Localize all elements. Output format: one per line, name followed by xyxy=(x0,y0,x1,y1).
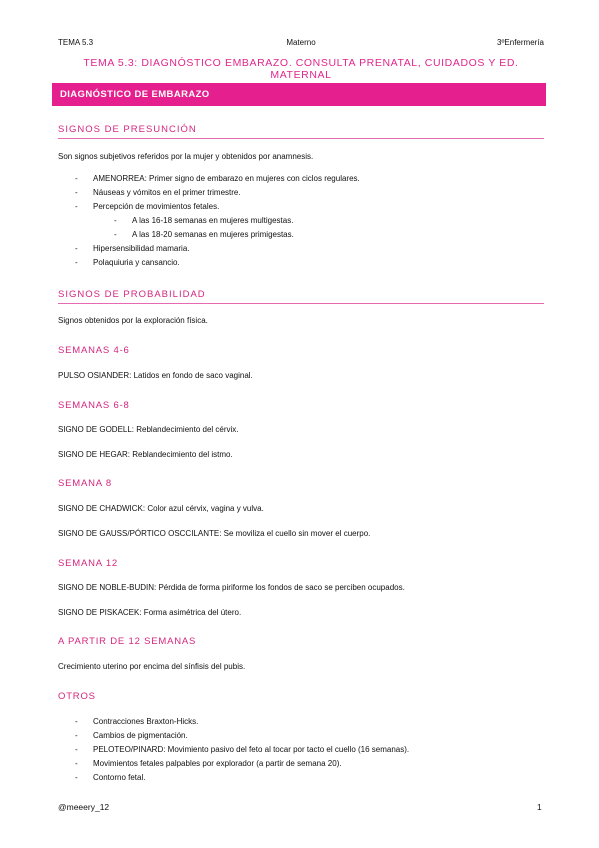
bullet-dash: - xyxy=(75,773,78,782)
section-banner: DIAGNÓSTICO DE EMBARAZO xyxy=(52,83,546,106)
bullet-dash: - xyxy=(75,174,78,183)
subheading-semanas-6-8: SEMANAS 6-8 xyxy=(58,400,130,411)
list-item-text: Contracciones Braxton-Hicks. xyxy=(93,717,199,726)
list-item-text: Cambios de pigmentación. xyxy=(93,731,188,740)
list-item-text: Movimientos fetales palpables por explorador (a partir de semana 20). xyxy=(93,759,342,768)
bullet-dash: - xyxy=(75,258,78,267)
heading-probabilidad: SIGNOS DE PROBABILIDAD xyxy=(58,289,206,300)
list-item-text: Contorno fetal. xyxy=(93,773,146,782)
list-item-text: A las 18-20 semanas en mujeres primigestas. xyxy=(132,230,294,239)
subheading-otros: OTROS xyxy=(58,691,96,702)
bullet-dash: - xyxy=(75,759,78,768)
heading-rule xyxy=(58,138,544,139)
subheading-a-partir-12: A PARTIR DE 12 SEMANAS xyxy=(58,636,197,647)
probabilidad-intro: Signos obtenidos por la exploración física. xyxy=(58,316,208,325)
list-item-text: Polaquiuria y cansancio. xyxy=(93,258,180,267)
bullet-dash: - xyxy=(114,216,117,225)
heading-presuncion: SIGNOS DE PRESUNCIÓN xyxy=(58,124,197,135)
paragraph: SIGNO DE GODELL: Reblandecimiento del cérvix. xyxy=(58,425,239,434)
paragraph: Crecimiento uterino por encima del sínfisis del pubis. xyxy=(58,662,246,671)
paragraph: SIGNO DE CHADWICK: Color azul cérvix, vagina y vulva. xyxy=(58,504,264,513)
bullet-dash: - xyxy=(114,230,117,239)
footer-page-number: 1 xyxy=(537,802,542,812)
subheading-semanas-4-6: SEMANAS 4-6 xyxy=(58,345,130,356)
page-header xyxy=(58,38,544,50)
paragraph: SIGNO DE PISKACEK: Forma asimétrica del útero. xyxy=(58,608,242,617)
bullet-dash: - xyxy=(75,731,78,740)
list-item-text: Percepción de movimientos fetales. xyxy=(93,202,220,211)
bullet-dash: - xyxy=(75,188,78,197)
subheading-semana-12: SEMANA 12 xyxy=(58,558,119,569)
paragraph: PULSO OSIANDER: Latidos en fondo de saco vaginal. xyxy=(58,371,253,380)
bullet-dash: - xyxy=(75,202,78,211)
header-subject: Materno xyxy=(286,38,316,47)
document-title: TEMA 5.3: DIAGNÓSTICO EMBARAZO. CONSULTA PRENATAL, CUIDADOS Y ED. MATERNAL xyxy=(83,57,519,81)
paragraph: SIGNO DE GAUSS/PÓRTICO OSCCILANTE: Se moviliza el cuello sin mover el cuerpo. xyxy=(58,529,371,538)
presuncion-intro: Son signos subjetivos referidos por la mujer y obtenidos por anamnesis. xyxy=(58,152,314,161)
list-item-text: A las 16-18 semanas en mujeres multigestas. xyxy=(132,216,294,225)
list-item-text: AMENORREA: Primer signo de embarazo en mujeres con ciclos regulares. xyxy=(93,174,360,183)
list-item-text: PELOTEO/PINARD: Movimiento pasivo del feto al tocar por tacto el cuello (16 semanas). xyxy=(93,745,410,754)
header-course: 3ºEnfermería xyxy=(497,38,544,47)
subheading-semana-8: SEMANA 8 xyxy=(58,478,112,489)
footer-author: @meeery_12 xyxy=(58,802,110,812)
bullet-dash: - xyxy=(75,717,78,726)
header-topic: TEMA 5.3 xyxy=(58,38,94,47)
list-item-text: Náuseas y vómitos en el primer trimestre. xyxy=(93,188,241,197)
paragraph: SIGNO DE NOBLE-BUDIN: Pérdida de forma piriforme los fondos de saco se perciben ocupados. xyxy=(58,583,405,592)
heading-rule xyxy=(58,303,544,304)
paragraph: SIGNO DE HEGAR: Reblandecimiento del istmo. xyxy=(58,450,233,459)
bullet-dash: - xyxy=(75,244,78,253)
list-item-text: Hipersensibilidad mamaria. xyxy=(93,244,190,253)
bullet-dash: - xyxy=(75,745,78,754)
